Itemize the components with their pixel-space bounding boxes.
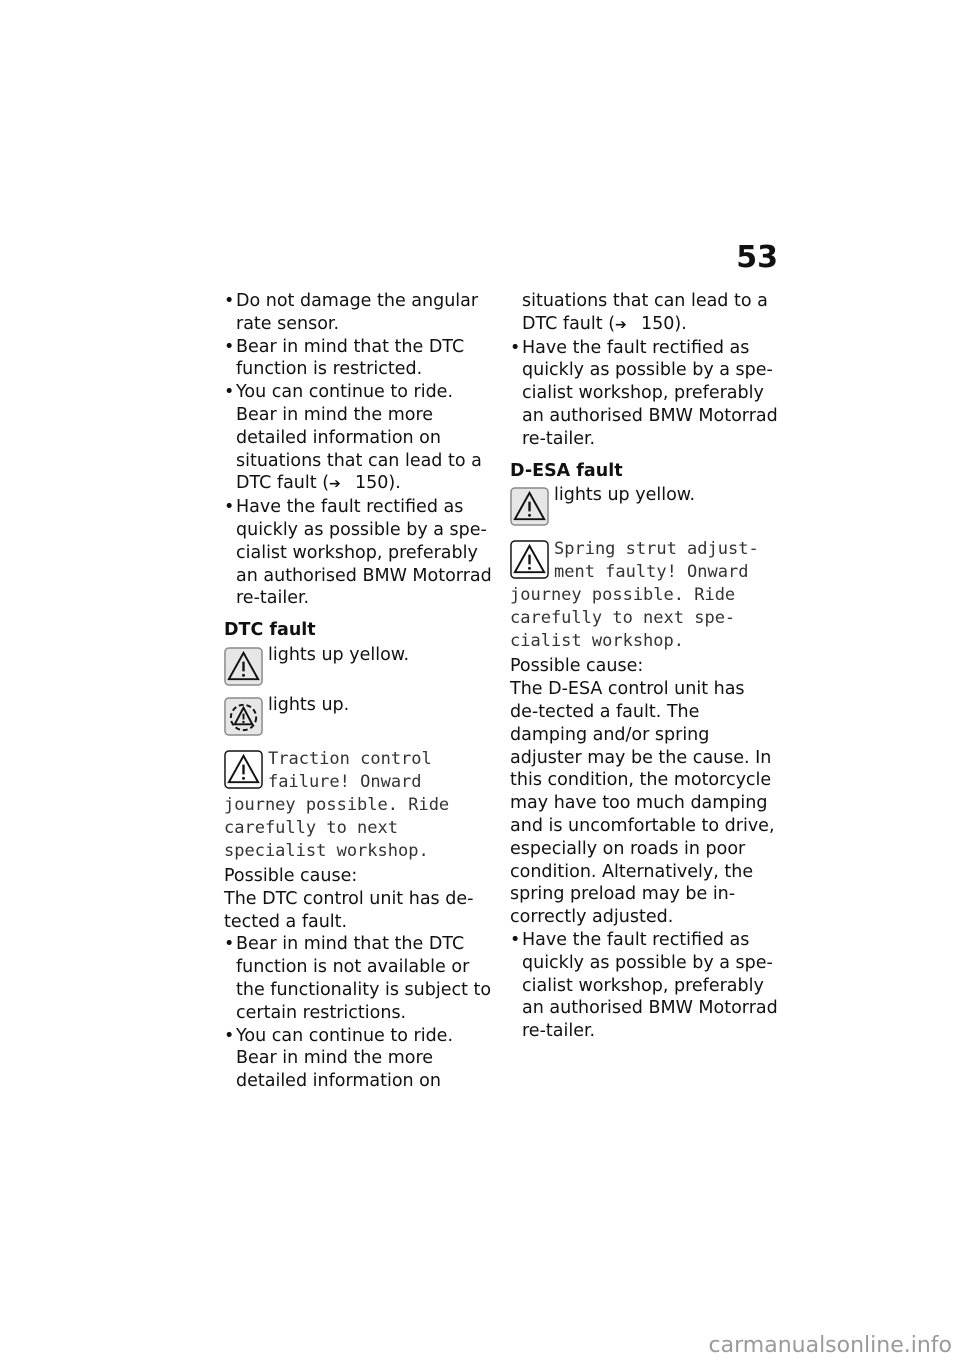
- indicator-row: [510, 484, 778, 528]
- list-item: • Have the fault rectified as quickly as possible by a spe-cialist workshop, preferably an authorised BMW Motorrad re-tailer.: [510, 929, 778, 1043]
- watermark: carmanualsonline.info: [708, 1333, 952, 1358]
- indicator-row: [224, 644, 492, 688]
- right-column: [510, 290, 778, 1043]
- display-message-text: Traction control failure! Onward journey possible. Ride carefully to next specialist workshop.: [224, 748, 450, 861]
- display-message: [510, 538, 778, 653]
- display-message: [224, 748, 492, 863]
- list-item: • Do not damage the angular rate sensor.: [224, 290, 492, 336]
- list-item: • Bear in mind that the DTC function is not available or the functionality is subject to certain restrictions.: [224, 933, 492, 1024]
- right-bullet-list-2: [510, 929, 778, 1043]
- indicator-text: lights up yellow.: [554, 485, 696, 506]
- arrow-ref-icon: ➔: [329, 476, 341, 493]
- indicator-text: lights up.: [268, 694, 350, 715]
- page-reference[interactable]: (➔ 150).: [608, 314, 687, 334]
- continued-text: situations that can lead to a DTC fault (➔ 150).: [510, 290, 778, 337]
- cause-label: Possible cause:: [510, 656, 644, 677]
- warning-triangle-icon: [510, 540, 549, 579]
- cause-text: The DTC control unit has de-tected a fault.: [224, 888, 474, 932]
- warning-triangle-icon: [510, 487, 549, 526]
- right-bullet-list-1: [510, 337, 778, 451]
- left-bullet-list-2: [224, 933, 492, 1093]
- list-item: • Have the fault rectified as quickly as possible by a spe-cialist workshop, preferably an authorised BMW Motorrad re-tailer.: [510, 337, 778, 451]
- cause-label: Possible cause:: [224, 865, 358, 886]
- display-message-text: Spring strut adjust-ment faulty! Onward journey possible. Ride carefully to next spe-cialist workshop.: [510, 539, 759, 652]
- warning-triangle-icon: [224, 647, 263, 686]
- warning-triangle-icon: [224, 750, 263, 789]
- list-item: • Bear in mind that the DTC function is restricted.: [224, 336, 492, 382]
- section-heading-dtc-fault: DTC fault: [224, 620, 316, 641]
- dtc-warning-icon: [224, 697, 263, 736]
- page-number: 53: [736, 240, 778, 275]
- list-item-text: You can continue to ride. Bear in mind the more detailed information on situations that can lead to a DTC fault: [236, 382, 482, 494]
- section-heading-desa-fault: D-ESA fault: [510, 460, 623, 481]
- left-column: [224, 290, 492, 1093]
- arrow-ref-icon: ➔: [615, 316, 627, 333]
- page-reference[interactable]: (➔ 150).: [322, 473, 401, 493]
- list-item: • Have the fault rectified as quickly as possible by a spe-cialist workshop, preferably an authorised BMW Motorrad re-tailer.: [224, 496, 492, 610]
- cause-text: The D-ESA control unit has de-tected a fault. The damping and/or spring adjuster may be the cause. In this condition, the motorcycle may have too much damping and is uncomfortable to drive, especially on roads in poor condition. Alternatively, the spring preload may be in-correctly adjusted.: [510, 679, 775, 928]
- list-item: [224, 381, 492, 496]
- left-bullet-list-1: [224, 290, 492, 610]
- indicator-row: [224, 694, 492, 738]
- list-item: • You can continue to ride. Bear in mind the more detailed information on: [224, 1025, 492, 1093]
- indicator-text: lights up yellow.: [268, 644, 410, 665]
